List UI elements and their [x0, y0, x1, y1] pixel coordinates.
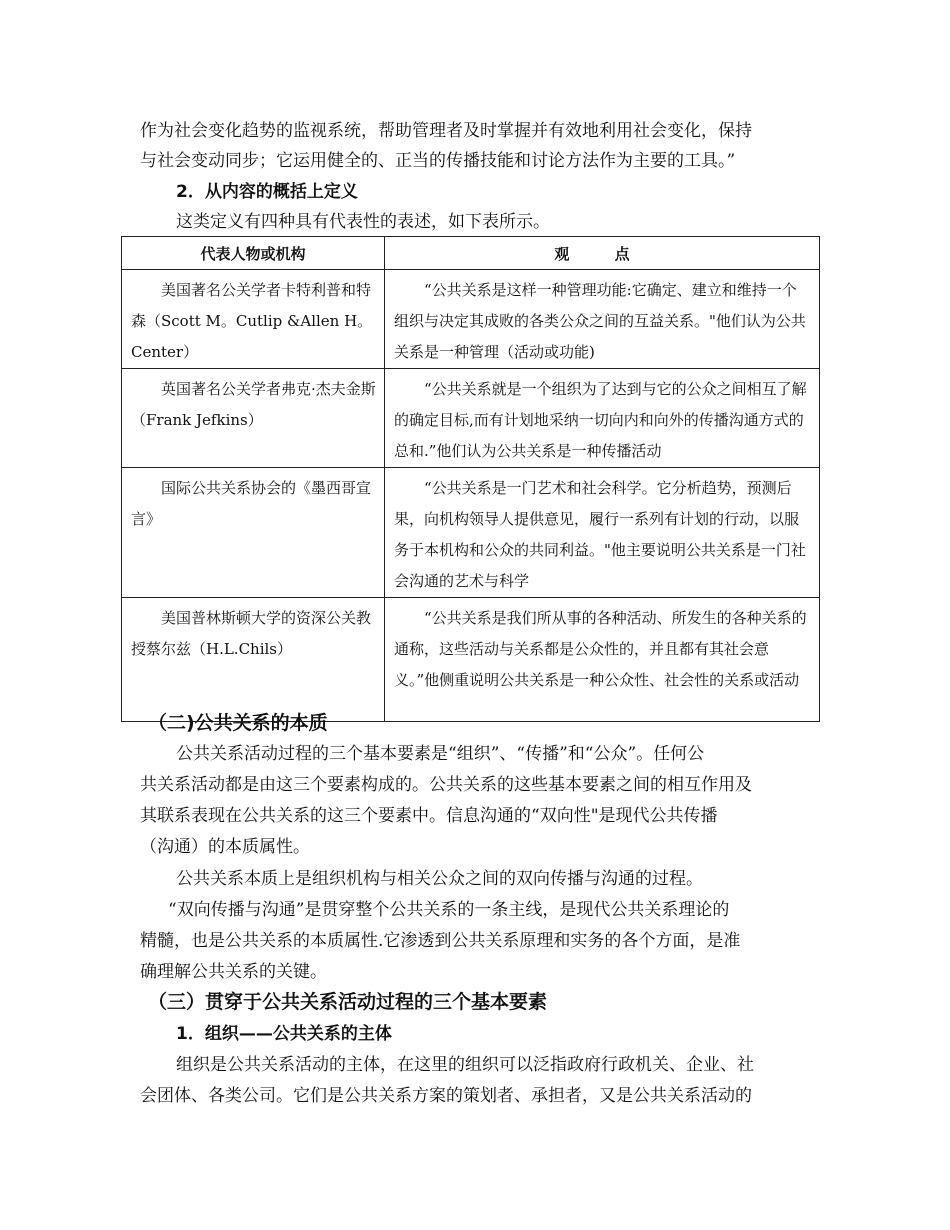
cell-text: “公共关系是这样一种管理功能:它确定、建立和维持一个组织与决定其成败的各类公众之间的互益关系。"他们认为公共关系是一种管理（活动或功能): [394, 281, 806, 361]
elements-heading: （三）贯穿于公共关系活动过程的三个基本要素: [148, 991, 548, 1013]
elements-p1-line-2: 会团体、各类公司。它们是公共关系方案的策划者、承担者，又是公共关系活动的: [140, 1086, 752, 1106]
table-cell-who: [122, 598, 385, 722]
table-cell-who: [122, 270, 385, 369]
intro-line-1: 作为社会变化趋势的监视系统，帮助管理者及时掌握并有效地利用社会变化，保持: [140, 121, 752, 141]
table-row: [122, 598, 820, 722]
table-header-row: [122, 237, 820, 270]
elements-p1-line-1: 组织是公共关系活动的主体，在这里的组织可以泛指政府行政机关、企业、社: [176, 1055, 754, 1075]
essence-p1-line-1: 公共关系活动过程的三个基本要素是“组织”、“传播”和“公众”。任何公: [176, 744, 705, 764]
cell-text: 美国普林斯顿大学的资深公关教授蔡尔兹（H.L.Chils）: [131, 609, 372, 658]
cell-text: “公共关系就是一个组织为了达到与它的公众之间相互了解的确定目标,而有计划地采纳一切向内和向外的传播沟通方式的总和.”他们认为公共关系是一种传播活动: [394, 380, 807, 460]
section-2-intro: 这类定义有四种具有代表性的表述，如下表所示。: [176, 212, 550, 232]
cell-text: 英国著名公关学者弗克·杰夫金斯（Frank Jefkins）: [131, 380, 376, 429]
table-header-view: 观 点: [385, 237, 820, 270]
table-header-who: 代表人物或机构: [122, 237, 385, 270]
cell-text: 美国著名公关学者卡特利普和特森（Scott M。Cutlip &Allen H。 Center）: [131, 281, 373, 361]
table-row: [122, 270, 820, 369]
section-2-heading: 2．从内容的概括上定义: [176, 182, 358, 202]
essence-p1-line-3: 其联系表现在公共关系的这三个要素中。信息沟通的“双向性"是现代公共传播: [140, 806, 718, 826]
essence-p1-line-4: （沟通）的本质属性。: [140, 837, 310, 857]
table-cell-view: [385, 468, 820, 598]
table-cell-who: [122, 369, 385, 468]
essence-p3-line-3: 确理解公共关系的关键。: [140, 962, 327, 982]
essence-p2: 公共关系本质上是组织机构与相关公众之间的双向传播与沟通的过程。: [176, 869, 703, 889]
cell-text: 国际公共关系协会的《墨西哥宣言》: [131, 479, 372, 528]
intro-line-2: 与社会变动同步；它运用健全的、正当的传播技能和讨论方法作为主要的工具。”: [140, 151, 736, 171]
essence-p1-line-2: 共关系活动都是由这三个要素构成的。公共关系的这些基本要素之间的相互作用及: [140, 775, 752, 795]
table-cell-view: [385, 369, 820, 468]
table-cell-who: [122, 468, 385, 598]
definitions-table: [121, 236, 820, 722]
essence-p3-line-2: 精髓，也是公共关系的本质属性.它渗透到公共关系原理和实务的各个方面，是准: [140, 931, 741, 951]
table-cell-view: [385, 598, 820, 722]
essence-p3-line-1: “双向传播与沟通”是贯穿整个公共关系的一条主线，是现代公共关系理论的: [168, 900, 730, 920]
essence-heading: （二)公共关系的本质: [148, 712, 328, 734]
cell-text: “公共关系是一门艺术和社会科学。它分析趋势，预测后果，向机构领导人提供意见，履行一系列有计划的行动，以服务于本机构和公众的共同利益。"他主要说明公共关系是一门社会沟通的艺术与科学: [394, 479, 806, 590]
elements-sub-heading: 1．组织——公共关系的主体: [176, 1024, 392, 1044]
table-row: [122, 369, 820, 468]
table-row: [122, 468, 820, 598]
table-cell-view: [385, 270, 820, 369]
cell-text: “公共关系是我们所从事的各种活动、所发生的各种关系的通称，这些活动与关系都是公众性的，并且都有其社会意义。”他侧重说明公共关系是一种公众性、社会性的关系或活动: [394, 609, 807, 689]
